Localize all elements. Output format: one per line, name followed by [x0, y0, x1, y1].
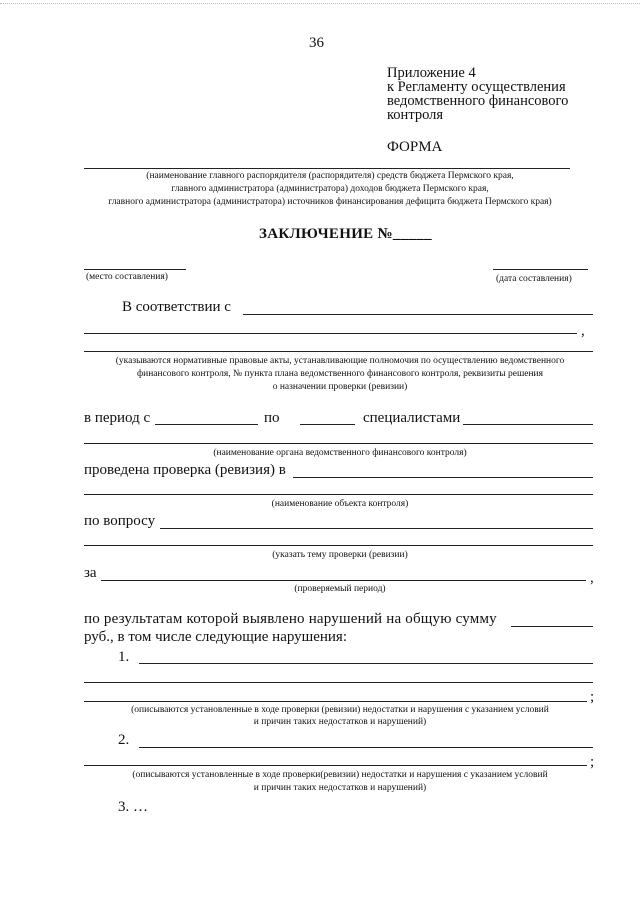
organization-name-line[interactable]: [84, 168, 570, 169]
item-1-number: 1.: [118, 649, 130, 665]
result-line-1: по результатам которой выявлено нарушений на общую сумму: [84, 611, 497, 627]
inspection-label: проведена проверка (ревизия) в: [84, 462, 286, 478]
according-line-1[interactable]: [243, 314, 593, 315]
page-number: 36: [309, 35, 324, 51]
period-to-label: по: [264, 410, 280, 426]
organ-line[interactable]: [84, 443, 593, 444]
item-2-line-2[interactable]: [84, 765, 587, 766]
specialists-label: специалистами: [363, 410, 461, 426]
period-from-line[interactable]: [155, 424, 258, 425]
form-label: ФОРМА: [387, 139, 443, 155]
appendix-line-3: ведомственного финансового: [387, 93, 569, 109]
appendix-line-1: Приложение 4: [387, 65, 476, 81]
inspection-line-2[interactable]: [84, 494, 593, 495]
item-1-caption-2: и причин таких недостатков и нарушений): [253, 717, 427, 727]
question-line-1[interactable]: [160, 528, 593, 529]
date-line[interactable]: [493, 269, 588, 270]
object-caption: (наименование объекта контроля): [271, 499, 409, 509]
organization-caption-3: главного администратора (администратора) источников финансирования дефицита бюджета Пермского края): [108, 197, 552, 207]
item-2-semicolon: ;: [590, 754, 595, 770]
inspection-line-1[interactable]: [293, 477, 593, 478]
item-2-line-1[interactable]: [139, 747, 593, 748]
scan-artifact-line: [0, 3, 640, 4]
document-title: ЗАКЛЮЧЕНИЕ №_____: [259, 226, 432, 242]
for-label: за: [84, 565, 97, 581]
specialists-line[interactable]: [463, 424, 593, 425]
according-line-3[interactable]: [84, 351, 593, 352]
organization-caption-2: главного администратора (администратора) доходов бюджета Пермского края,: [171, 184, 489, 194]
item-1-semicolon: ;: [590, 689, 595, 705]
acts-caption-3: о назначении проверки (ревизии): [272, 382, 408, 392]
item-1-line-1[interactable]: [139, 663, 593, 664]
period-from-label: в период с: [84, 410, 151, 426]
period-comma: ,: [590, 570, 594, 586]
checked-period-line[interactable]: [101, 580, 586, 581]
item-1-caption-1: (описываются установленные в ходе проверки (ревизии) недостатки и нарушения с указанием условий: [131, 705, 549, 715]
organization-caption-1: (наименование главного распорядителя (распорядителя) средств бюджета Пермского края,: [146, 171, 514, 181]
total-sum-line[interactable]: [511, 626, 593, 627]
place-line[interactable]: [84, 269, 186, 270]
item-2-caption-2: и причин таких недостатков и нарушений): [253, 783, 427, 793]
item-3-number: 3. …: [118, 799, 148, 815]
appendix-line-2: к Регламенту осуществления: [387, 79, 566, 95]
period-to-line[interactable]: [300, 424, 355, 425]
topic-caption: (указать тему проверки (ревизии): [272, 550, 408, 560]
item-2-number: 2.: [118, 732, 130, 748]
question-label: по вопросу: [84, 513, 156, 529]
result-line-2: руб., в том числе следующие нарушения:: [84, 629, 347, 645]
item-2-caption-1: (описываются установленные в ходе проверки(ревизии) недостатки и нарушения с указанием условий: [132, 770, 548, 780]
period-caption: (проверяемый период): [294, 584, 386, 594]
place-caption: (место составления): [86, 272, 168, 282]
acts-caption-1: (указываются нормативные правовые акты, устанавливающие полномочия по осуществлению ведомственного: [115, 356, 565, 366]
item-1-line-3[interactable]: [84, 701, 587, 702]
according-line-2[interactable]: [84, 333, 577, 334]
date-caption: (дата составления): [496, 274, 572, 284]
question-line-2[interactable]: [84, 545, 593, 546]
according-label: В соответствии с: [122, 299, 231, 315]
item-1-line-2[interactable]: [84, 682, 593, 683]
according-comma: ,: [581, 323, 585, 339]
organ-caption: (наименование органа ведомственного финансового контроля): [213, 448, 467, 458]
appendix-line-4: контроля: [387, 107, 444, 123]
acts-caption-2: финансового контроля, № пункта плана ведомственного финансового контроля, реквизиты решения: [136, 369, 544, 379]
